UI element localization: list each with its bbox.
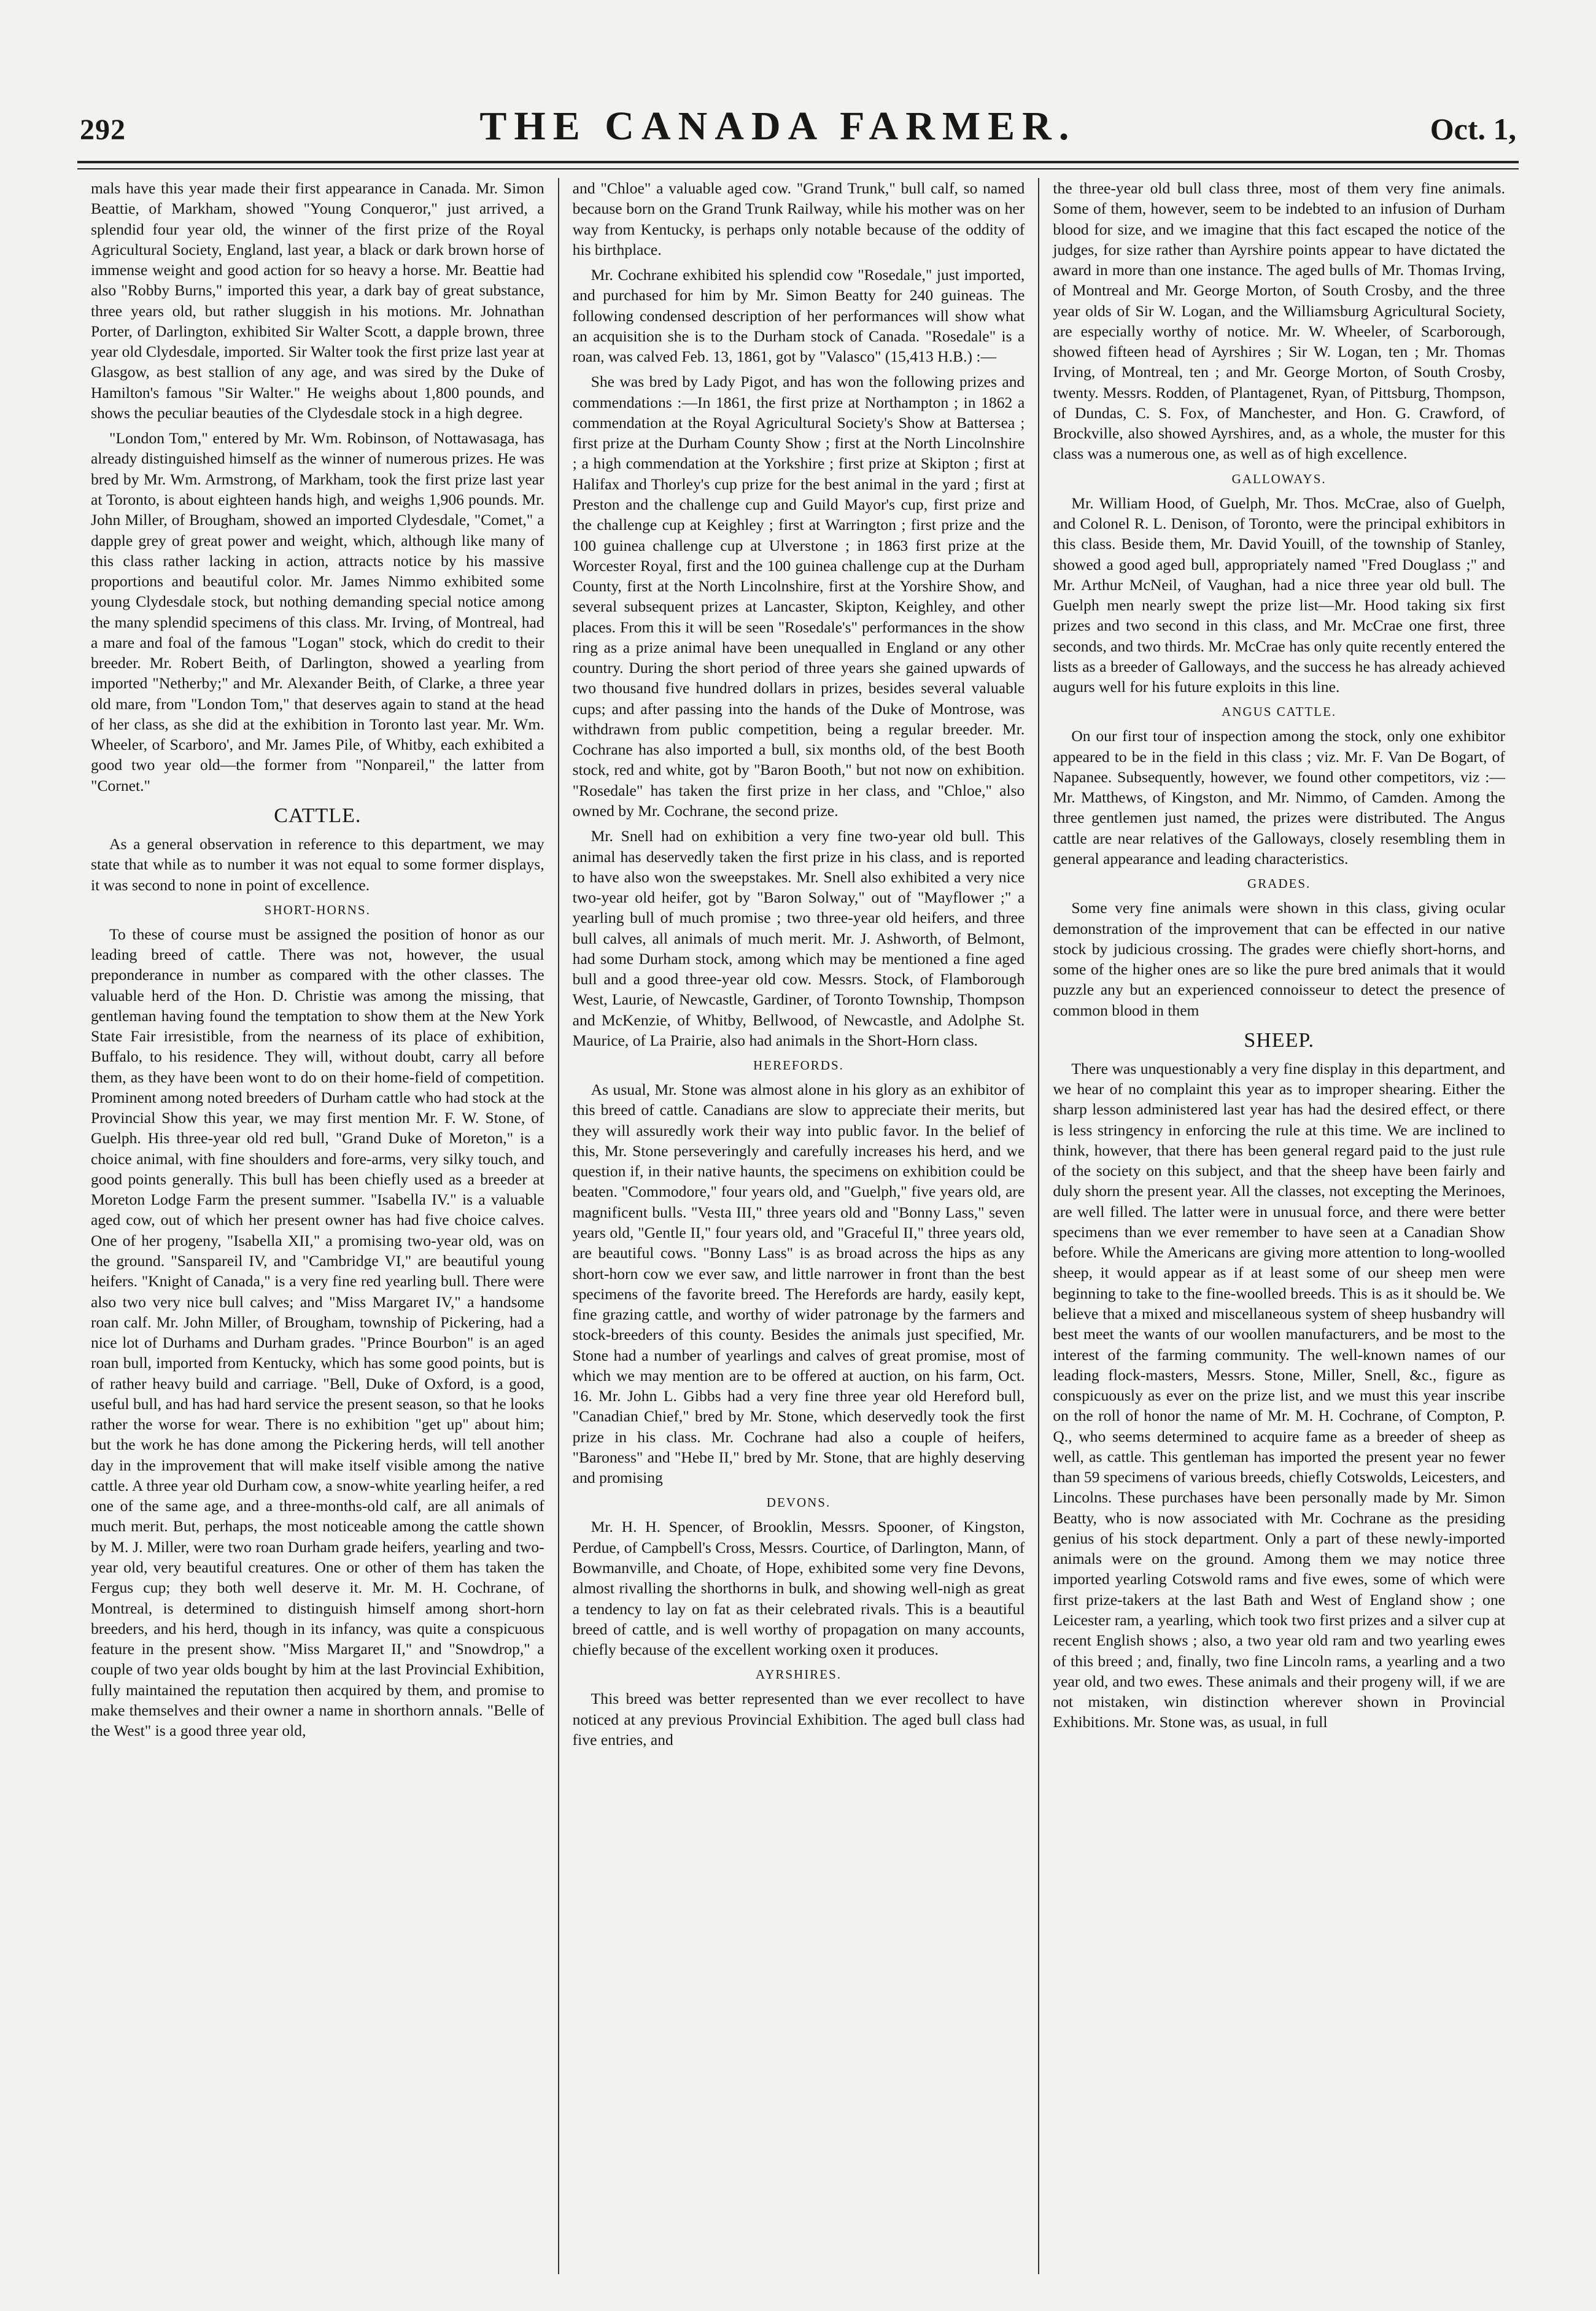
paragraph: Mr. Snell had on exhibition a very fine two-year old bull. This animal has deservedly taken the first prize in his class, and is reported to have also won the sweepstakes. Mr. Snell also exhibited a very nice two-year old heifer, got by "Baron Solway," out of "Mayflower ;" a yearling bull of much promise ; two three-year old heifers, and three bull calves, all animals of much merit. Mr. J. Ashworth, of Belmont, had some Durham stock, among which may be mentioned a fine aged bull and a good three-year old cow. Messrs. Stock, of Flamborough West, Laurie, of Newcastle, Gardiner, of Toronto Township, Thompson and McKenzie, of Whitby, Bellwood, of Newcastle, and Adolphe St. Maurice, of La Prairie, also had animals in the Short-Horn class. [572,827,1025,1049]
publication-title: THE CANADA FARMER. [479,104,1077,149]
paragraph: Mr. H. H. Spencer, of Brooklin, Messrs. Spooner, of Kingston, Perdue, of Campbell's Cross, Messrs. Courtice, of Darlington, Mann, of Bowmanville, and Choate, of Hope, exhibited some very fine Devons, almost rivalling the shorthorns in bulk, and showing well-nigh as great a tendency to lay on fat as their celebrated rivals. This is a beautiful breed of cattle, and is well worthy of propagation on many accounts, chiefly because of the excellent working oxen it produces. [572,1518,1025,1659]
header-rule-thin [77,168,1519,169]
paragraph: "London Tom," entered by Mr. Wm. Robinson, of Nottawasaga, has already distinguished himself as the winner of numerous prizes. He was bred by Mr. Wm. Armstrong, of Markham, took the first prize last year at Toronto, is about eighteen hands high, and weighs 1,906 pounds. Mr. John Miller, of Brougham, showed an imported Clydesdale, "Comet," a dapple grey of great power and weight, which, although like many of this class rather lacking in action, attracts notice by his massive proportions and beautiful color. Mr. James Nimmo exhibited some young Clydesdale stock, but nothing demanding special notice among the many splendid specimens of this class. Mr. Irving, of Montreal, had a mare and foal of the famous "Logan" stock, which do credit to their breeder. Mr. Robert Beith, of Darlington, showed a yearling from imported "Netherby;" and Mr. Alexander Beith, of Clarke, a three year old mare, from "London Tom," that deserves again to stand at the head of her class, as she did at the exhibition in Toronto last year. Mr. Wm. Wheeler, of Scarboro', and Mr. James Pile, of Whitby, each exhibited a good two year old—the former from "Nonpareil," the latter from "Cornet." [91,429,544,794]
paragraph: She was bred by Lady Pigot, and has won the following prizes and commendations :—In 1861, the first prize at Northampton ; in 1862 a commendation at the Royal Agricultural Society's Show at Battersea ; first prize at the Durham County Show ; first at the North Lincolnshire ; a high commendation at the Yorkshire ; first prize at Skipton ; first at Halifax and Thorley's cup prize for the best animal in the yard ; first at Preston and the challenge cup and Guild Mayor's cup, first prize and the challenge cup at Keighley ; first at Warrington ; first prize and the 100 guinea challenge cup at Ulverstone ; in 1863 first prize at the Worcester Royal, first and the 100 guinea challenge cup at the Durham County, first at the North Lincolnshire, first at the Yorshire Show, and several subsequent prizes at Lancaster, Skipton, Keighley, and other places. From this it will be seen "Rosedale's" performances in the show ring as a prize animal have been unequalled in England or any other country. During the short period of three years she gained upwards of two thousand five hundred dollars in prizes, besides several valuable cups; and after passing into the hands of the Duke of Montrose, was withdrawn from public competition, being a regular breeder. Mr. Cochrane has also imported a bull, six months old, of the best Booth stock, red and white, got by "Baron Booth," but not now on exhibition. "Rosedale" has taken the first prize in her class, and "Chloe," also owned by Mr. Cochrane, the second prize. [572,373,1025,820]
subheading-angus-cattle: ANGUS CATTLE. [1222,704,1337,720]
paragraph: Mr. William Hood, of Guelph, Mr. Thos. McCrae, also of Guelph, and Colonel R. L. Denison, of Toronto, were the principal exhibitors in this class. Beside them, Mr. David Youill, of the township of Stanley, showed a good aged bull, appropriately named "Fred Douglass ;" and Mr. Arthur McNeil, of Vaughan, had a nice three year old bull. The Guelph men nearly swept the prize list—Mr. Hood taking six first prizes and two second in this class, and Mr. McCrae one first, three seconds, and two thirds. Mr. McCrae has only quite recently entered the lists as a breeder of Galloways, and the success he has already achieved augurs well for his future exploits in this line. [1053,494,1505,696]
paragraph: mals have this year made their first appearance in Canada. Mr. Simon Beattie, of Markham, showed "Young Conqueror," just arrived, a splendid four year old, the winner of the first prize of the Royal Agricultural Society, England, last year, a black or dark brown horse of immense weight and good action for so heavy a horse. Mr. Beattie had also "Robby Burns," imported this year, a dark bay of great substance, three years old, but rather sluggish in his motions. Mr. Johnathan Porter, of Darlington, exhibited Sir Walter Scott, a dapple brown, three year old Clydesdale, imported. Sir Walter took the first prize last year at Glasgow, as best stallion of any age, and was sired by the Duke of Hamilton's famous "Sir Walter." He weighs about 1,800 pounds, and shows the peculiar beauties of the Clydesdale stock in a high degree. [91,179,544,422]
paragraph: the three-year old bull class three, most of them very fine animals. Some of them, however, seem to be indebted to an infusion of Durham blood for size, and we imagine that this fact escaped the notice of the judges, for size rather than Ayrshire points appear to have dictated the award in more than one instance. The aged bulls of Mr. Thomas Irving, of Montreal and Mr. George Morton, of South Crosby, and the three year olds of Sir W. Logan, and the Williamsburg Agricultural Society, are especially worthy of notice. Mr. W. Wheeler, of Scarborough, showed fifteen head of Ayrshires ; Sir W. Logan, ten ; Mr. Thomas Irving, of Montreal, ten ; and Mr. George Morton, of South Crosby, twenty. Messrs. Rodden, of Plantagenet, Ryan, of Pittsburg, Thompson, of Dundas, C. S. Fox, of Manchester, and Hon. G. Crawford, of Brockville, also showed Ayrshires, and, as a whole, the muster for this class was a numerous one, as well as of high excellence. [1053,179,1505,463]
paragraph: There was unquestionably a very fine display in this department, and we hear of no complaint this year as to improper shearing. Either the sharp lesson administered last year has had the desired effect, or there is less stringency in enforcing the rule at this time. We are inclined to think, however, that there has been general regard paid to the just rule of the society on this subject, and that the sheep have been fairly and duly shorn the present year. All the classes, not excepting the Merinoes, are well filled. The latter were in unusual force, and there were better specimens than we ever remember to have seen at a Canadian Show before. While the Americans are giving more attention to long-woolled sheep, it would appear as if at least some of our sheep men were beginning to take to the fine-woolled breeds. This is as it should be. We believe that a mixed and miscellaneous system of sheep husbandry will best meet the wants of our woollen manufacturers, and be most to the interest of the farming community. The well-known names of our leading flock-masters, Messrs. Stone, Miller, Snell, &c., figure as conspicuously as ever on the prize list, and we must this year inscribe on the roll of honor the name of Mr. M. H. Cochrane, of Compton, P. Q., who seems determined to acquire fame as a breeder of sheep as well, as cattle. This gentleman has imported the present year no fewer than 59 specimens of various breeds, chiefly Cotswolds, Leicesters, and Lincolns. These purchases have been personally made by Mr. Simon Beatty, who is now associated with Mr. Cochrane as the presiding genius of his stock department. Only a part of these newly-imported animals were on the ground. Among them we may notice three imported yearling Cotswold rams and five ewes, some of which were first prize-takers at the last Bath and West of England show ; one Leicester ram, a yearling, which took two first prizes and a silver cup at recent English shows ; also, a two year old ram and two yearling ewes of this breed ; and, finally, two fine Lincoln rams, a yearling and a two year old, and two ewes. These animals and their progeny will, if we are not mistaken, win distinction wherever shown in Provincial Exhibitions. Mr. Stone was, as usual, in full [1053,1059,1505,1731]
subheading-grades: GRADES. [1247,876,1311,891]
subheading-short-horns: SHORT-HORNS. [264,902,371,917]
masthead [80,103,1516,158]
article-columns [77,178,1519,2274]
paragraph: As a general observation in reference to this department, we may state that while as to number it was not equal to some former displays, it was second to none in point of excellence. [91,834,544,894]
paragraph: Some very fine animals were shown in this class, giving ocular demonstration of the improvement that can be effected in our native stock by judicious crossing. The grades were chiefly short-horns, and some of the higher ones are so like the pure bred animals that it would puzzle any but an experienced connoisseur to detect the presence of common blood in them [1053,899,1505,1019]
paragraph: This breed was better represented than we ever recollect to have noticed at any previous Provincial Exhibition. The aged bull class had five entries, and [572,1690,1025,1749]
paragraph: Mr. Cochrane exhibited his splendid cow "Rosedale," just imported, and purchased for him by Mr. Simon Beatty for 240 guineas. The following condensed description of her performances will show what an acquisition she is to the Durham stock of Canada. "Rosedale" is a roan, was calved Feb. 13, 1861, got by "Valasco" (15,413 H.B.) :— [572,266,1025,366]
paragraph: To these of course must be assigned the position of honor as our leading breed of cattle. There was not, however, the usual preponderance in number as compared with the other classes. The valuable herd of the Hon. D. Christie was among the missing, that gentleman having found the temptation to show them at the New York State Fair irresistible, from the nearness of its place of exhibition, Buffalo, to his residence. They will, without doubt, carry all before them, as they have been wont to do on their home-field of competition. Prominent among noted breeders of Durham cattle who had stock at the Provincial Show this year, we may first mention Mr. F. W. Stone, of Guelph. His three-year old red bull, "Grand Duke of Moreton," is a choice animal, with fine shoulders and fore-arms, very silky touch, and good points generally. This bull has been chiefly used as a breeder at Moreton Lodge Farm the present summer. "Isabella IV." is a valuable aged cow, out of which her present owner has had five choice calves. One of her progeny, "Isabella XII," a promising two-year old, was on the ground. "Sanspareil IV, and "Cambridge VI," are beautiful young heifers. "Knight of Canada," is a very fine red yearling bull. There were also two very nice bull calves; and "Miss Margaret IV," a handsome roan calf. Mr. John Miller, of Brougham, township of Pickering, had a nice lot of Durhams and Durham grades. "Prince Bourbon" is an aged roan bull, imported from Kentucky, which has some good points, but is of rather heavy build and carriage. "Bell, Duke of Oxford, is a good, useful bull, and has had hard service the present season, so that he looks rather the worse for wear. There is no exhibition "get up" about him; but the work he has done among the Pickering herds, will tell another day in the improvement that will make itself visible among the native cattle. A three year old Durham cow, a snow-white yearling heifer, a red one of the same age, and a three-months-old calf, are all animals of much merit. But, perhaps, the most noticeable among the cattle shown by M. J. Miller, were two roan Durham grade heifers, yearling and two-year old, very beautiful creatures. One or other of them has taken the Fergus cup; they both well deserve it. Mr. M. H. Cochrane, of Montreal, is determined to distinguish himself among short-horn breeders, and his herd, though in its infancy, was quite a conspicuous feature in the present show. "Miss Margaret II," and "Snowdrop," a couple of two year olds bought by him at the last Provincial Exhibition, fully maintained the reputation then acquired by them, and promise to make themselves and their owner a name in shorthorn annals. "Belle of the West" is a good three year old, [91,925,544,1740]
column-2 [558,178,1039,2274]
column-1 [77,178,558,2274]
column-3 [1038,178,1519,2274]
paragraph: and "Chloe" a valuable aged cow. "Grand Trunk," bull calf, so named because born on the Grand Trunk Railway, while his mother was on her way from Kentucky, is perhaps only notable because of the oddity of his birthplace. [572,179,1025,258]
subheading-herefords: HEREFORDS. [753,1058,844,1073]
paragraph: On our first tour of inspection among the stock, only one exhibitor appeared to be in the field in this class ; viz. Mr. F. Van De Bogart, of Napanee. Subsequently, however, we found other competitors, viz :—Mr. Matthews, of Kingston, and Mr. Nimmo, of Camden. Among the three gentlemen just named, the prizes were distributed. The Angus cattle are near relatives of the Galloways, closely resembling them in general appearance and leading characteristics. [1053,727,1505,868]
issue-date: Oct. 1, [1430,112,1516,146]
header-rule [77,161,1519,163]
subheading-galloways: GALLOWAYS. [1231,471,1327,486]
section-heading-sheep: SHEEP. [1244,1028,1314,1052]
paragraph: As usual, Mr. Stone was almost alone in his glory as an exhibitor of this breed of cattle. Canadians are slow to appreciate their merits, but they will assuredly work their way into public favor. In the belief of this, Mr. Stone perseveringly and carefully increases his herd, and we question if, in their native haunts, the specimens on exhibition could be beaten. "Commodore," four years old, and "Guelph," five years old, are magnificent bulls. "Vesta III," three years old and "Bonny Lass," seven years old, "Gentle II," four years old, and "Graceful II," three years old, are beautiful cows. "Bonny Lass" is as broad across the hips as any short-horn cow we ever saw, and little narrower in front than the best specimens of the favorite breed. The Herefords are hardy, easily kept, fine grazing cattle, and worthy of wider patronage by the farmers and stock-breeders of this county. Besides the animals just specified, Mr. Stone had a number of yearlings and calves of great promise, most of which we may mention are to be offered at auction, on his farm, Oct. 16. Mr. John L. Gibbs had a very fine three year old Hereford bull, "Canadian Chief," bred by Mr. Stone, which deservedly took the first prize in his class. Mr. Cochrane had also a couple of heifers, "Baroness" and "Hebe II," bred by Mr. Stone, that are highly deserving and promising [572,1081,1025,1487]
subheading-devons: DEVONS. [766,1495,831,1510]
subheading-ayrshires: AYRSHIRES. [755,1667,842,1682]
section-heading-cattle: CATTLE. [274,804,362,827]
page-number: 292 [80,114,126,146]
